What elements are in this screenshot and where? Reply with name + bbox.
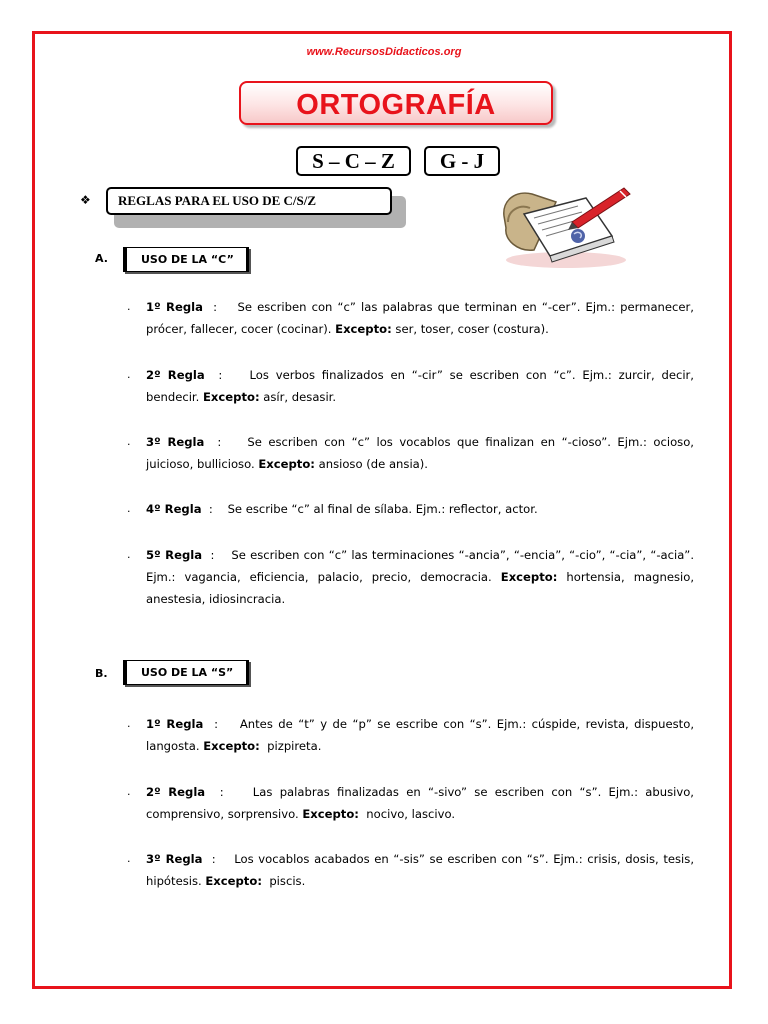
topic-tag-gj: G - J — [424, 146, 500, 176]
section-heading: REGLAS PARA EL USO DE C/S/Z — [106, 187, 392, 215]
rule-c-2: 2º Regla : Los verbos finalizados en “-cir” se escriben con “c”. Ejm.: zurcir, decir, bendecir. Excepto: asír, desasir. — [146, 368, 694, 404]
rule-c-5: 5º Regla : Se escriben con “c” las terminaciones “-ancia”, “-encia”, “-cio”, “-cia”, “-acia”. Ejm.: vagancia, eficiencia, palacio, precio, democracia. Excepto: hortensia, magnesio, anestesia, idiosincracia. — [146, 548, 695, 606]
book-pen-icon — [494, 178, 642, 270]
rule-c-3: 3º Regla : Se escriben con “c” los vocablos que finalizan en “-cioso”. Ejm.: ocioso, juicioso, bullicioso. Excepto: ansioso (de ansia). — [146, 435, 694, 471]
site-url: www.RecursosDidacticos.org — [306, 46, 462, 58]
list-bullet: . — [127, 368, 131, 381]
part-b-heading: USO DE LA “S” — [123, 660, 249, 685]
rule-c-4: 4º Regla : Se escribe “c” al final de sílaba. Ejm.: reflector, actor. — [146, 502, 538, 516]
title-banner — [239, 81, 553, 125]
part-b-letter: B. — [95, 667, 108, 680]
list-bullet: . — [127, 548, 131, 561]
rule-s-1: 1º Regla : Antes de “t” y de “p” se escribe con “s”. Ejm.: cúspide, revista, dispuesto, langosta. Excepto: pizpireta. — [146, 717, 694, 753]
rule-s-2: 2º Regla : Las palabras finalizadas en “-sivo” se escriben con “s”. Ejm.: abusivo, comprensivo, sorprensivo. Excepto: nocivo, lascivo. — [146, 785, 694, 821]
part-a-letter: A. — [95, 252, 108, 265]
diamond-bullet-icon: ❖ — [80, 193, 91, 207]
rule-s-3: 3º Regla : Los vocablos acabados en “-sis” se escriben con “s”. Ejm.: crisis, dosis, tesis, hipótesis. Excepto: piscis. — [146, 852, 694, 888]
list-bullet: . — [127, 717, 131, 730]
list-bullet: . — [127, 435, 131, 448]
list-bullet: . — [127, 785, 131, 798]
rule-c-1: 1º Regla : Se escriben con “c” las palabras que terminan en “-cer”. Ejm.: permanecer, prócer, fallecer, cocer (cocinar). Excepto: ser, toser, coser (costura). — [146, 300, 694, 336]
part-a-heading: USO DE LA “C” — [123, 247, 249, 272]
topic-tag-scz: S – C – Z — [296, 146, 411, 176]
page-title: ORTOGRAFÍA — [296, 89, 496, 121]
list-bullet: . — [127, 300, 131, 313]
list-bullet: . — [127, 502, 131, 515]
list-bullet: . — [127, 852, 131, 865]
